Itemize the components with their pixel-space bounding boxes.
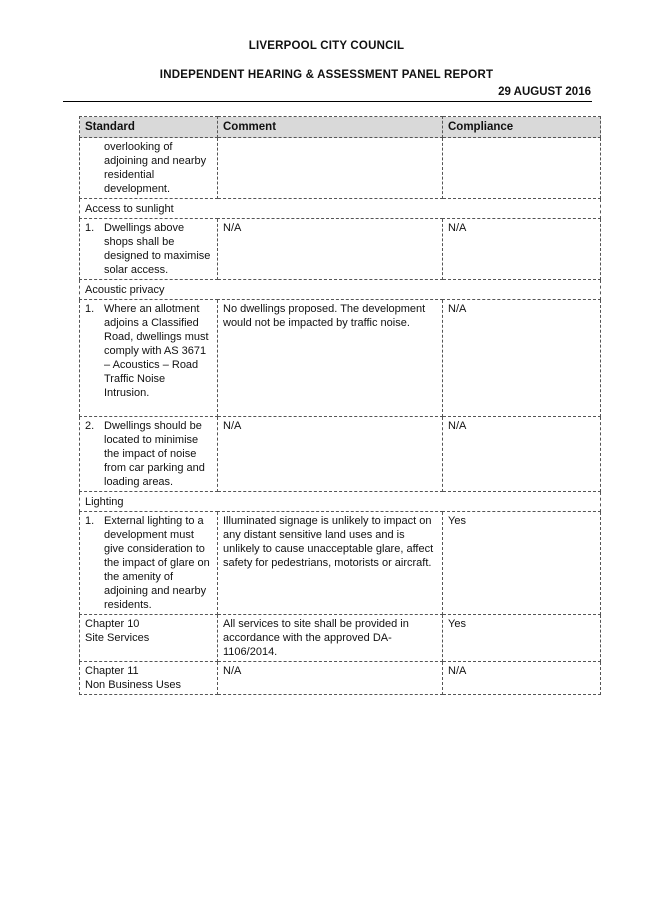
council-name: LIVERPOOL CITY COUNCIL <box>248 40 405 52</box>
compliance-cell: N/A <box>443 417 601 492</box>
compliance-cell: N/A <box>443 219 601 280</box>
header-rule <box>63 101 592 102</box>
standard-text: overlooking of adjoining and nearby residential development. <box>104 141 207 195</box>
report-title: INDEPENDENT HEARING & ASSESSMENT PANEL REPORT <box>159 69 494 81</box>
section-title-lighting: Lighting <box>80 492 601 512</box>
compliance-cell: N/A <box>443 300 601 417</box>
table-row <box>80 512 601 615</box>
table-row-chapter <box>80 662 601 695</box>
standard-text: Where an allotment adjoins a Classified Road, dwellings must comply with AS 3671 – Acoustics – Road Traffic Noise Intrusion. <box>104 303 209 399</box>
chapter-name: Non Business Uses <box>85 679 181 691</box>
comment-cell <box>218 138 443 199</box>
item-number: 2. <box>85 420 95 432</box>
report-date: 29 AUGUST 2016 <box>498 86 591 98</box>
standard-text: Dwellings should be located to minimise the impact of noise from car parking and loading areas. <box>104 420 205 488</box>
item-number: 1. <box>85 303 95 315</box>
compliance-cell <box>443 138 601 199</box>
comment-cell: Illuminated signage is unlikely to impact on any distant sensitive land uses and is unlikely to cause unacceptable glare, affect safety for pedestrians, motorists or aircraft. <box>218 512 443 615</box>
table-row-section <box>80 280 601 300</box>
compliance-cell: Yes <box>443 615 601 662</box>
comment-cell: N/A <box>218 662 443 695</box>
table-row-continuation <box>80 138 601 199</box>
assessment-table <box>79 116 601 695</box>
standard-text: External lighting to a development must give consideration to the impact of glare on the amenity of adjoining and nearby residents. <box>104 515 210 611</box>
table-row-section <box>80 199 601 219</box>
compliance-cell: Yes <box>443 512 601 615</box>
chapter-number: Chapter 10 <box>85 618 140 630</box>
comment-cell: N/A <box>218 417 443 492</box>
table-row <box>80 219 601 280</box>
item-number: 1. <box>85 222 95 234</box>
comment-cell: No dwellings proposed. The development would not be impacted by traffic noise. <box>218 300 443 417</box>
comment-cell: N/A <box>218 219 443 280</box>
item-number: 1. <box>85 515 95 527</box>
column-header-standard: Standard <box>80 117 218 138</box>
chapter-name: Site Services <box>85 632 150 644</box>
column-header-comment: Comment <box>218 117 443 138</box>
chapter-number: Chapter 11 <box>85 665 139 677</box>
table-row-section <box>80 492 601 512</box>
compliance-cell: N/A <box>443 662 601 695</box>
comment-cell: All services to site shall be provided in accordance with the approved DA-1106/2014. <box>218 615 443 662</box>
section-title-access-to-sunlight: Access to sunlight <box>80 199 601 219</box>
table-row <box>80 417 601 492</box>
standard-text: Dwellings above shops shall be designed to maximise solar access. <box>104 222 211 276</box>
column-header-compliance: Compliance <box>443 117 601 138</box>
table-row <box>80 300 601 417</box>
section-title-acoustic-privacy: Acoustic privacy <box>80 280 601 300</box>
table-header-row <box>80 117 601 138</box>
table-row-chapter <box>80 615 601 662</box>
